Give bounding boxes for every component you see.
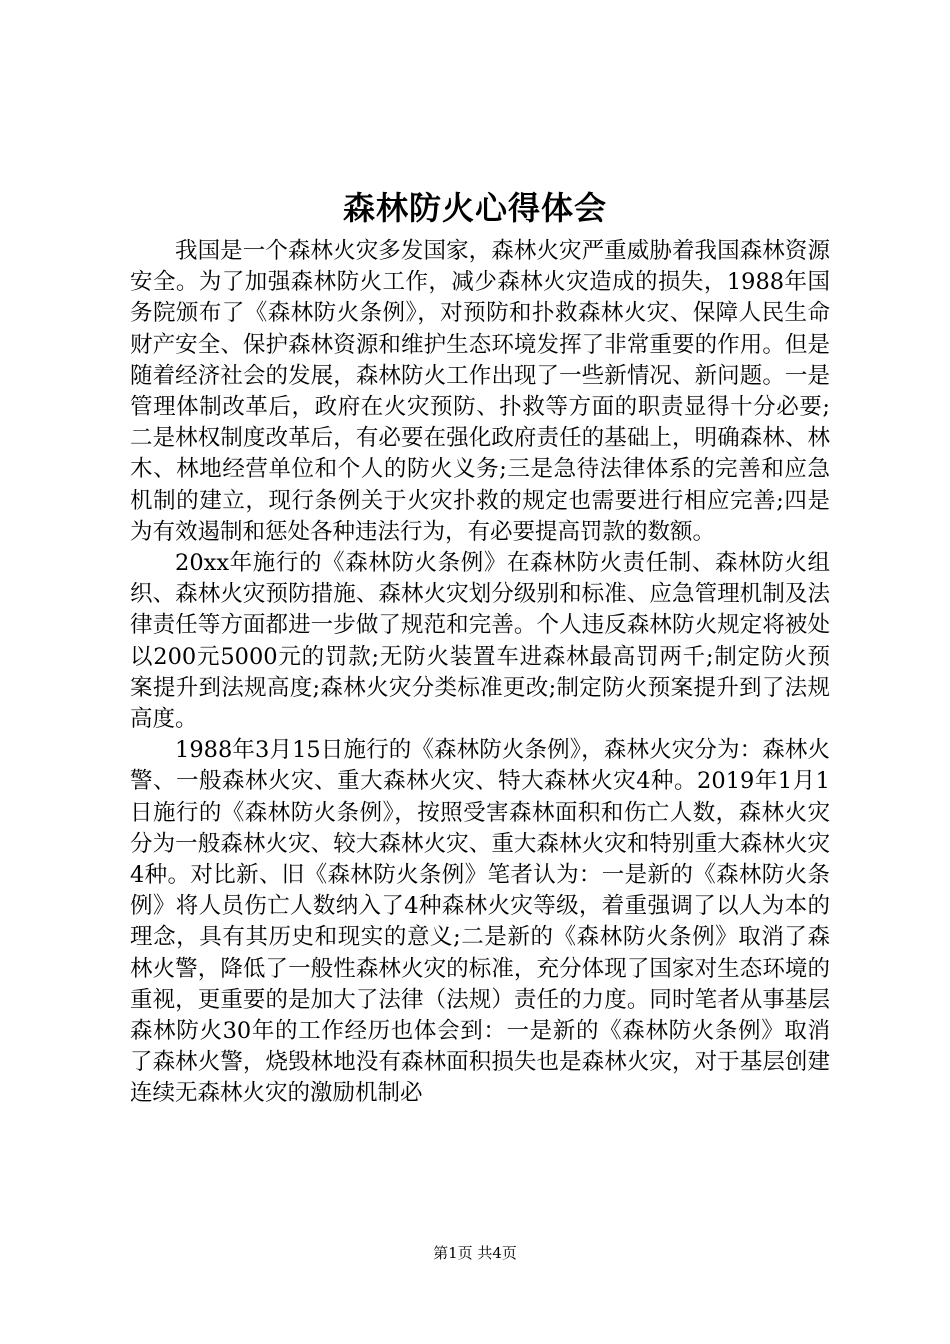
- document-title: 森林防火心得体会: [342, 189, 607, 227]
- document-body: [130, 236, 830, 1110]
- paragraph-2: 20xx年施行的《森林防火条例》在森林防火责任制、森林防火组织、森林火灾预防措施、森林火灾划分级别和标准、应急管理机制及法律责任等方面都进一步做了规范和完善。个人违反森林防火规定将被处以200元5000元的罚款;无防火装置车进森林最高罚两千;制定防火预案提升到法规高度;森林火灾分类标准更改;制定防火预案提升到了法规高度。: [130, 550, 830, 733]
- paragraph-1: 我国是一个森林火灾多发国家，森林火灾严重威胁着我国森林资源安全。为了加强森林防火工作，减少森林火灾造成的损失，1988年国务院颁布了《森林防火条例》，对预防和扑救森林火灾、保障人民生命财产安全、保护森林资源和维护生态环境发挥了非常重要的作用。但是随着经济社会的发展，森林防火工作出现了一些新情况、新问题。一是管理体制改革后，政府在火灾预防、扑救等方面的职责显得十分必要;二是林权制度改革后，有必要在强化政府责任的基础上，明确森林、林木、林地经营单位和个人的防火义务;三是急待法律体系的完善和应急机制的建立，现行条例关于火灾扑救的规定也需要进行相应完善;四是为有效遏制和惩处各种违法行为，有必要提高罚款的数额。: [130, 238, 830, 545]
- page-footer: 第1页 共4页: [433, 1244, 517, 1262]
- paragraph-3: 1988年3月15日施行的《森林防火条例》，森林火灾分为：森林火警、一般森林火灾、重大森林火灾、特大森林火灾4种。2019年1月1日施行的《森林防火条例》，按照受害森林面积和伤亡人数，森林火灾分为一般森林火灾、较大森林火灾、重大森林火灾和特别重大森林火灾4种。对比新、旧《森林防火条例》笔者认为：一是新的《森林防火条例》将人员伤亡人数纳入了4种森林火灾等级，着重强调了以人为本的理念，具有其历史和现实的意义;二是新的《森林防火条例》取消了森林火警，降低了一般性森林火灾的标准，充分体现了国家对生态环境的重视，更重要的是加大了法律（法规）责任的力度。同时笔者从事基层森林防火30年的工作经历也体会到：一是新的《森林防火条例》取消了森林火警，烧毁林地没有森林面积损失也是森林火灾，对于基层创建连续无森林火灾的激励机制必: [130, 737, 830, 1107]
